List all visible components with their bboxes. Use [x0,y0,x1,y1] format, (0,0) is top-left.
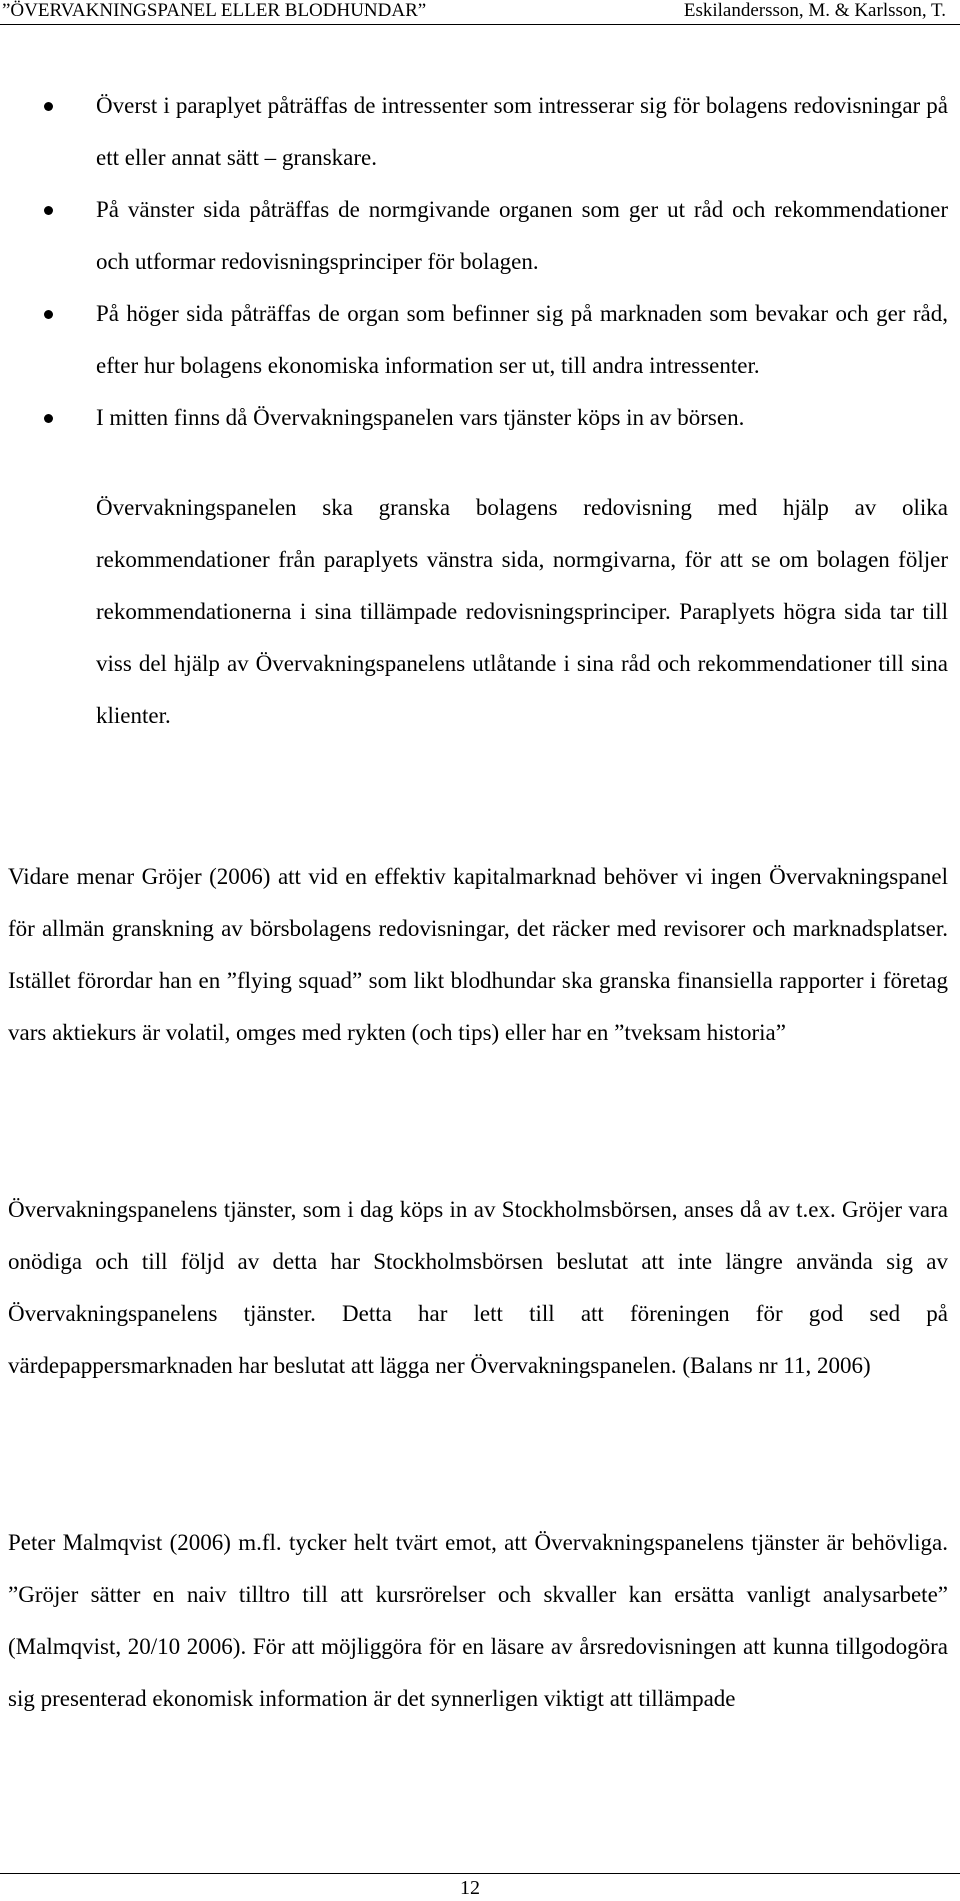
header-title: ”ÖVERVAKNINGSPANEL ELLER BLODHUNDAR” [2,0,427,21]
bullet-list [0,80,960,444]
continuation-paragraph: Övervakningspanelen ska granska bolagens redovisning med hjälp av olika rekommendationer från paraplyets vänstra sida, normgivarna, för att se om bolagen följer rekommendationerna i sina tillämpade redovisningsprinciper. Paraplyets högra sida tar till viss del hjälp av Övervakningspanelens utlåtande i sina råd och rekommendationer till sina klienter. [96,495,948,728]
list-item [96,80,948,184]
list-item [96,184,948,288]
list-item [96,392,948,444]
list-item [96,288,948,392]
paragraph: Övervakningspanelens tjänster, som i dag köps in av Stockholmsbörsen, anses då av t.ex. Gröjer vara onödiga och till följd av detta har Stockholmsbörsen beslutat att inte längre använda sig av Övervakningspanelens tjänster. Detta har lett till att föreningen för god sed på värdepappersmarknaden har beslutat att lägga ner Övervakningspanelen. (Balans nr 11, 2006) [8,1197,948,1378]
list-item-text: På vänster sida påträffas de normgivande organen som ger ut råd och rekommendationer och utformar redovisningsprinciper för bolagen. [96,197,948,274]
bullet-icon [44,310,53,319]
bullet-icon [44,414,53,423]
footer-rule [0,1873,960,1874]
running-header [0,0,960,24]
bullet-icon [44,206,53,215]
paragraph: Vidare menar Gröjer (2006) att vid en effektiv kapitalmarknad behöver vi ingen Övervakningspanel för allmän granskning av börsbolagens redovisningar, det räcker med revisorer och marknadsplatser. Istället förordar han en ”flying squad” som likt blodhundar ska granska finansiella rapporter i företag vars aktiekurs är volatil, omges med rykten (och tips) eller har en ”tveksam historia” [8,864,948,1045]
page-number: 12 [460,1877,480,1899]
bullet-icon [44,102,53,111]
header-authors: Eskilandersson, M. & Karlsson, T. [683,0,946,21]
list-item-text: I mitten finns då Övervakningspanelen vars tjänster köps in av börsen. [96,405,745,430]
header-rule [0,24,960,25]
paragraph: Peter Malmqvist (2006) m.fl. tycker helt tvärt emot, att Övervakningspanelens tjänster är behövliga. ”Gröjer sätter en naiv tilltro till att kursrörelser och skvaller kan ersätta vanligt analysarbete” (Malmqvist, 20/10 2006). För att möjliggöra för en läsare av årsredovisningen att kunna tillgodogöra sig presenterad ekonomisk information är det synnerligen viktigt att tillämpade [8,1530,948,1711]
list-item-text: På höger sida påträffas de organ som befinner sig på marknaden som bevakar och ger råd, efter hur bolagens ekonomiska information ser ut, till andra intressenter. [96,301,948,378]
list-item-text: Överst i paraplyet påträffas de intressenter som intresserar sig för bolagens redovisningar på ett eller annat sätt – granskare. [96,93,948,170]
